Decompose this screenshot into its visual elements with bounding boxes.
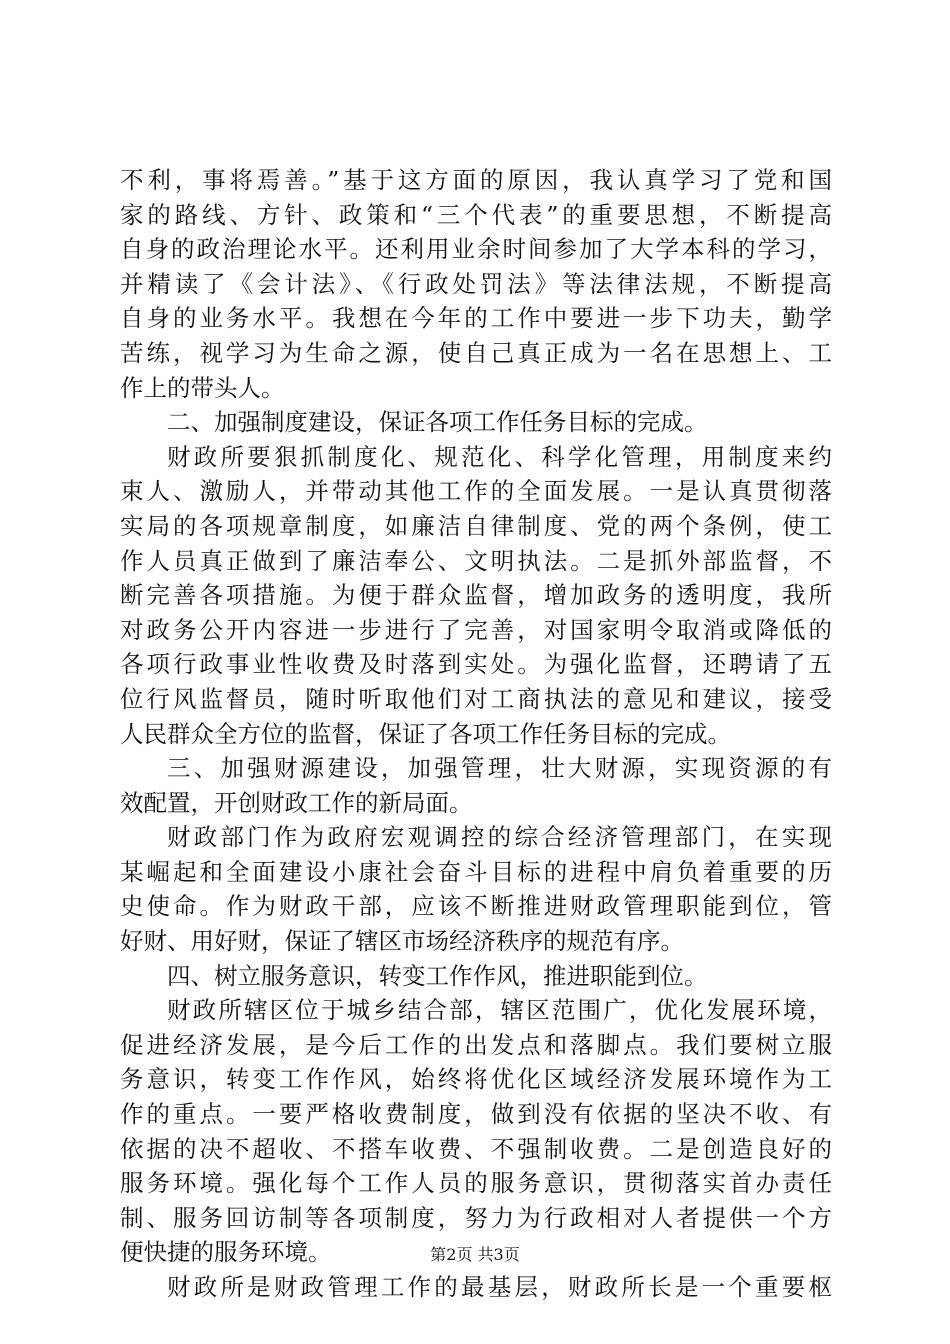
text-line: 三、加强财源建设，加强管理，壮大财源，实现资源的有 [167, 754, 832, 783]
text-line: 不利，事将焉善。”基于这方面的原因，我认真学习了党和国 [120, 166, 832, 194]
text-line: 对政务公开内容进一步进行了完善，对国家明令取消或降低的 [120, 615, 832, 644]
text-line: 位行风监督员，随时听取他们对工商执法的意见和建议，接受 [120, 684, 832, 713]
text-line: 服务环境。强化每个工作人员的服务意识，贯彻落实首办责任 [120, 1169, 832, 1198]
page-footer: 第2页 共3页 [430, 1245, 520, 1264]
text-line: 各项行政事业性收费及时落到实处。为强化监督，还聘请了五 [120, 650, 832, 679]
text-line: 作上的带头人。 [120, 373, 285, 402]
text-line: 财政所是财政管理工作的最基层，财政所长是一个重要枢 [167, 1273, 832, 1301]
text-line: 财政所要狠抓制度化、规范化、科学化管理，用制度来约 [167, 442, 832, 471]
text-line: 束人、激励人，并带动其他工作的全面发展。一是认真贯彻落 [120, 477, 832, 506]
text-line: 财政部门作为政府宏观调控的综合经济管理部门，在实现 [167, 823, 832, 852]
text-line: 财政所辖区位于城乡结合部，辖区范围广，优化发展环境， [167, 996, 832, 1025]
text-line: 制、服务回访制等各项制度，努力为行政相对人者提供一个方 [120, 1203, 832, 1232]
text-line: 史使命。作为财政干部，应该不断推进财政管理职能到位，管 [120, 892, 832, 921]
text-line: 依据的决不超收、不搭车收费、不强制收费。二是创造良好的 [120, 1134, 832, 1163]
text-line: 效配置，开创财政工作的新局面。 [120, 788, 473, 817]
text-line: 务意识，转变工作作风，始终将优化区域经济发展环境作为工 [120, 1065, 832, 1094]
text-line: 好财、用好财，保证了辖区市场经济秩序的规范有序。 [120, 927, 684, 956]
text-line: 自身的政治理论水平。还利用业余时间参加了大学本科的学习， [120, 235, 832, 264]
text-line: 实局的各项规章制度，如廉洁自律制度、党的两个条例，使工 [120, 511, 832, 540]
text-line: 四、树立服务意识，转变工作作风，推进职能到位。 [167, 961, 708, 990]
text-line: 作的重点。一要严格收费制度，做到没有依据的坚决不收、有 [120, 1100, 832, 1129]
text-line: 苦练，视学习为生命之源，使自己真正成为一名在思想上、工 [120, 338, 832, 367]
text-line: 二、加强制度建设，保证各项工作任务目标的完成。 [167, 408, 708, 437]
text-line: 促进经济发展，是今后工作的出发点和落脚点。我们要树立服 [120, 1030, 832, 1059]
text-line: 某崛起和全面建设小康社会奋斗目标的进程中肩负着重要的历 [120, 857, 832, 886]
text-line: 并精读了《会计法》、《行政处罚法》等法律法规，不断提高 [120, 269, 832, 298]
text-line: 自身的业务水平。我想在今年的工作中要进一步下功夫，勤学 [120, 304, 832, 333]
text-line: 家的路线、方针、政策和“三个代表”的重要思想，不断提高 [120, 200, 832, 229]
text-line: 便快捷的服务环境。 [120, 1238, 332, 1267]
text-line: 断完善各项措施。为便于群众监督，增加政务的透明度，我所 [120, 581, 832, 610]
text-line: 作人员真正做到了廉洁奉公、文明执法。二是抓外部监督，不 [120, 546, 832, 575]
text-line: 人民群众全方位的监督，保证了各项工作任务目标的完成。 [120, 719, 731, 748]
document-body [120, 163, 832, 1305]
